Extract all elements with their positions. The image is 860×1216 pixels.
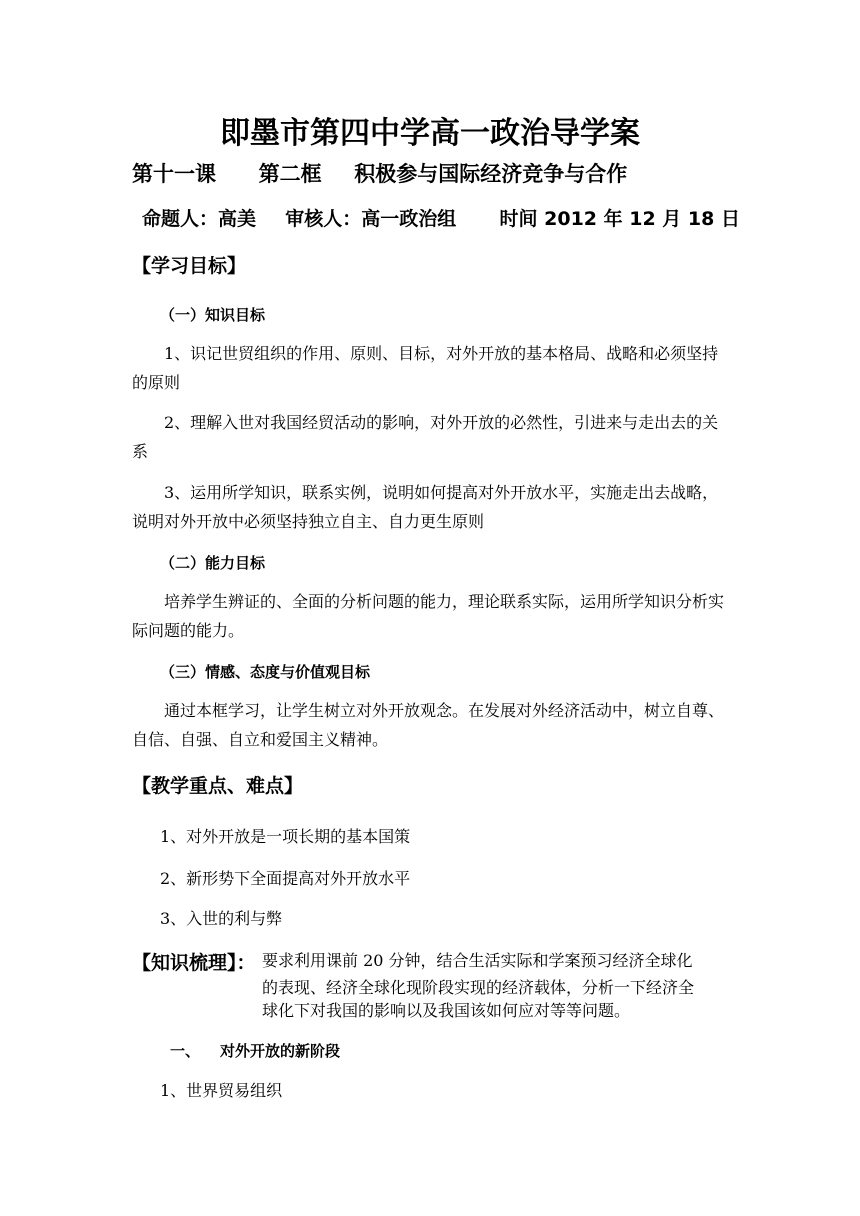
guide-text <box>262 946 732 1022</box>
doc-meta <box>142 204 740 231</box>
key-item-2: 2、新形势下全面提高对外开放水平 <box>160 869 411 888</box>
emotion-heading: （三）情感、态度与价值观目标 <box>160 663 371 681</box>
lesson-number: 第十一课 <box>132 162 216 186</box>
date: 时间 2012 年 12 月 18 日 <box>499 208 740 230</box>
ability-text: 培养学生辨证的、全面的分析问题的能力，理论联系实际，运用所学知识分析实际问题的能力。 <box>132 592 725 640</box>
knowledge-item-3: 3、运用所学知识，联系实例，说明如何提高对外开放水平，实施走出去战略，说明对外开放中必须坚持独立自主、自力更生原则 <box>132 483 719 531</box>
ability-heading: （二）能力目标 <box>160 554 266 572</box>
knowledge-item-1: 1、识记世贸组织的作用、原则、目标，对外开放的基本格局、战略和必须坚持的原则 <box>132 344 719 392</box>
lesson-heading <box>132 158 627 188</box>
reviewer: 审核人：高一政治组 <box>285 208 457 230</box>
key-heading: 【教学重点、难点】 <box>132 775 304 797</box>
lesson-frame: 第二框 <box>258 162 322 186</box>
goals-heading: 【学习目标】 <box>132 255 247 277</box>
lesson-topic: 积极参与国际经济竞争与合作 <box>354 162 628 186</box>
part-one-number: 一、 <box>170 1042 201 1060</box>
part-one-item: 1、世界贸易组织 <box>160 1081 283 1100</box>
emotion-text: 通过本框学习，让学生树立对外开放观念。在发展对外经济活动中，树立自尊、自信、自强、自立和爱国主义精神。 <box>132 701 725 749</box>
guide-line-2: 的表现、经济全球化现阶段实现的经济载体，分析一下经济全 <box>262 978 695 997</box>
knowledge-item-2: 2、理解入世对我国经贸活动的影响，对外开放的必然性，引进来与走出去的关系 <box>132 413 719 461</box>
page-title: 即墨市第四中学高一政治导学案 <box>220 116 640 151</box>
author: 命题人：高美 <box>142 208 257 230</box>
part-one-title: 对外开放的新阶段 <box>220 1042 341 1060</box>
guide-line-1: 要求利用课前 20 分钟，结合生活实际和学案预习经济全球化 <box>262 951 693 970</box>
key-item-3: 3、入世的利与弊 <box>160 909 283 928</box>
knowledge-heading: （一）知识目标 <box>160 306 266 324</box>
guide-line-3: 球化下对我国的影响以及我国该如何应对等等问题。 <box>262 1001 631 1020</box>
key-item-1: 1、对外开放是一项长期的基本国策 <box>160 827 411 846</box>
guide-label: 【知识梳理】： <box>132 952 256 974</box>
